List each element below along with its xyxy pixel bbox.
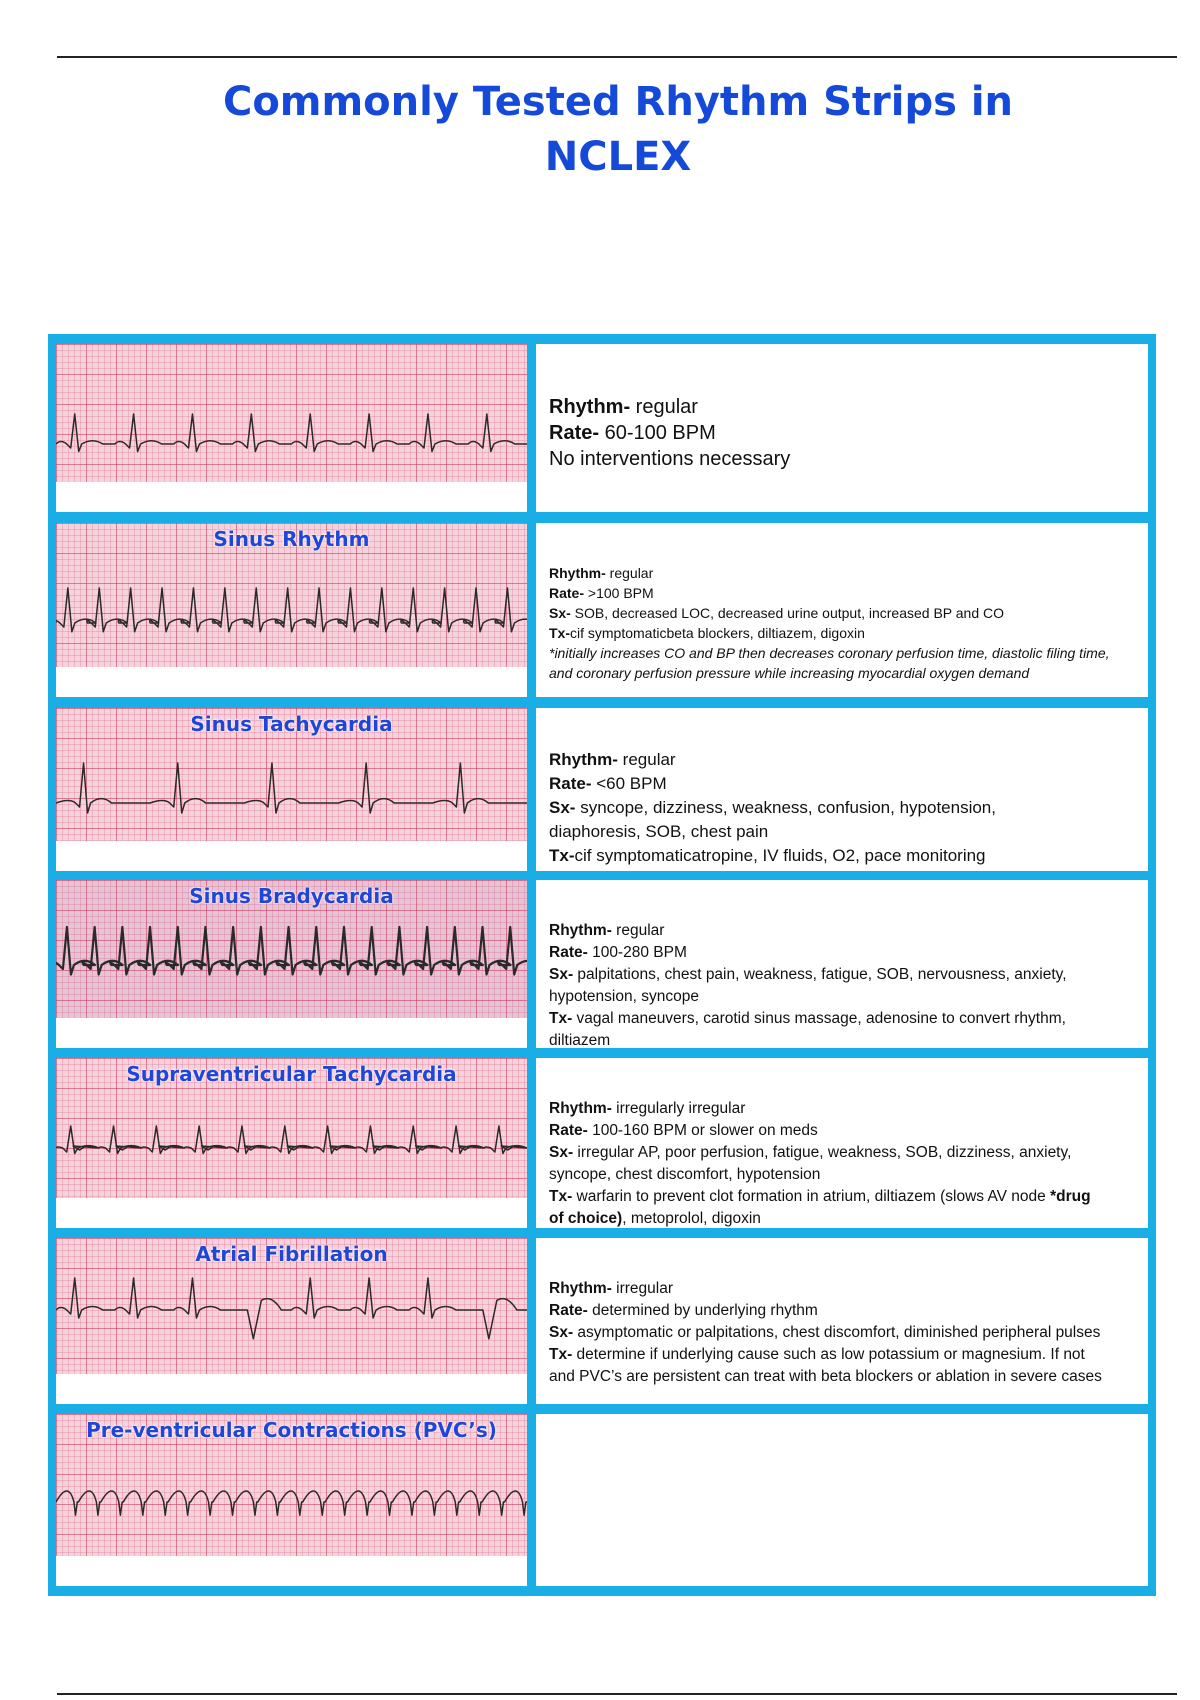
rhythm-row-7 xyxy=(56,1414,1148,1586)
ecg-trace-4-path xyxy=(56,927,527,975)
ecg-strip-1 xyxy=(56,344,527,482)
strip-label-svt: Supraventricular Tachycardia xyxy=(126,1062,457,1086)
strip-label-atrial-fibrillation: Atrial Fibrillation xyxy=(195,1242,388,1266)
page-title xyxy=(0,75,1200,185)
top-rule xyxy=(57,56,1177,58)
strip-label-pvc: Pre-ventricular Contractions (PVC’s) xyxy=(86,1418,497,1442)
ecg-strip-3 xyxy=(56,708,527,841)
strip-label-sinus-tachycardia: Sinus Tachycardia xyxy=(190,712,393,736)
strip-label-sinus-bradycardia: Sinus Bradycardia xyxy=(189,884,394,908)
rhythm-info-6: Rhythm- irregular Rate- determined by underlying rhythm Sx- asymptomatic or palpitations, chest discomfort, diminished peripheral pulses Tx- determine if underlying cause such as low potassium or magnesium. If not and PVC’s are persistent can treat with beta blockers or ablation in severe cases xyxy=(536,1238,1148,1404)
rhythm-table xyxy=(48,334,1156,1596)
ecg-strip-6 xyxy=(56,1238,527,1374)
ecg-strip-5 xyxy=(56,1058,527,1198)
rhythm-info-7 xyxy=(536,1414,1148,1586)
rhythm-info-4: Rhythm- regular Rate- 100-280 BPM Sx- palpitations, chest pain, weakness, fatigue, SOB, nervousness, anxiety, hypotension, syncope Tx- vagal maneuvers, carotid sinus massage, adenosine to convert rhythm, diltiazem xyxy=(536,880,1148,1048)
ecg-trace-7-path xyxy=(56,1491,527,1515)
rhythm-info-3: Rhythm- regular Rate- <60 BPM Sx- syncope, dizziness, weakness, confusion, hypotension, diaphoresis, SOB, chest pain Tx-cif symptomaticatropine, IV fluids, O2, pace monitoring xyxy=(536,708,1148,871)
ecg-strip-2 xyxy=(56,523,527,667)
rhythm-row-6 xyxy=(56,1238,1148,1404)
ecg-strip-4 xyxy=(56,880,527,1018)
rhythm-row-4 xyxy=(56,880,1148,1048)
title-line-2: NCLEX xyxy=(544,134,692,180)
ecg-trace-1-path xyxy=(56,414,527,452)
title-line-1: Commonly Tested Rhythm Strips in xyxy=(222,79,1014,125)
bottom-rule xyxy=(57,1693,1177,1695)
rhythm-info-1: Rhythm- regular Rate- 60-100 BPM No interventions necessary xyxy=(536,344,1148,512)
rhythm-row-5 xyxy=(56,1058,1148,1228)
ecg-trace-3-path xyxy=(56,763,527,813)
strip-label-sinus-rhythm: Sinus Rhythm xyxy=(213,527,370,551)
ecg-trace-2-path xyxy=(56,588,527,632)
ecg-trace-5-path xyxy=(56,1126,527,1154)
rhythm-row-1 xyxy=(56,344,1148,512)
rhythm-row-2 xyxy=(56,523,1148,697)
ecg-trace-1 xyxy=(56,344,527,482)
rhythm-info-5: Rhythm- irregularly irregular Rate- 100-160 BPM or slower on meds Sx- irregular AP, poor perfusion, fatigue, weakness, SOB, dizziness, anxiety, syncope, chest discomfort, hypotension Tx- warfarin to prevent clot formation in atrium, diltiazem (slows AV node *drug of choice), metoprolol, digoxin xyxy=(536,1058,1148,1228)
rhythm-row-3 xyxy=(56,708,1148,871)
ecg-strip-7 xyxy=(56,1414,527,1556)
rhythm-info-2: Rhythm- regular Rate- >100 BPM Sx- SOB, decreased LOC, decreased urine output, increased BP and CO Tx-cif symptomaticbeta blockers, diltiazem, digoxin *initially increases CO and BP then decreases coronary perfusion time, diastolic filing time, and coronary perfusion pressure while increasing myocardial oxygen demand xyxy=(536,523,1148,697)
ecg-trace-6-path xyxy=(56,1278,527,1339)
